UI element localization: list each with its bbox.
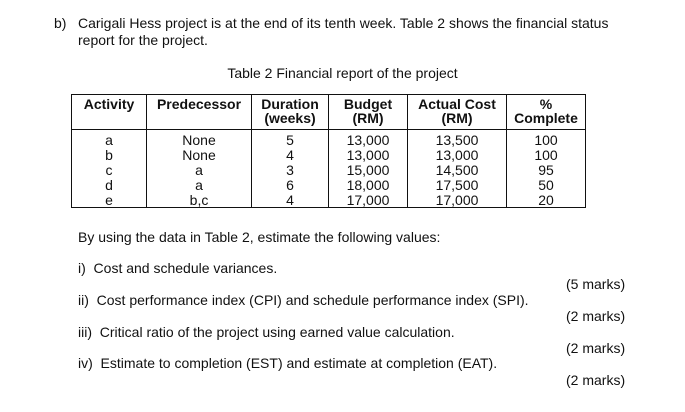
cell-duration: 4 xyxy=(252,192,329,208)
cell-actual-cost: 13,500 xyxy=(408,130,507,148)
question-label: b) xyxy=(54,15,67,31)
header-actual-cost: Actual Cost (RM) xyxy=(408,95,507,130)
task-item-4: iv) Estimate to completion (EST) and estimate at completion (EAT). xyxy=(78,355,498,371)
cell-duration: 4 xyxy=(252,147,329,162)
table-caption: Table 2 Financial report of the project xyxy=(227,65,458,81)
financial-report-table xyxy=(71,94,586,208)
cell-actual-cost: 17,000 xyxy=(408,192,507,208)
cell-actual-cost: 17,500 xyxy=(408,177,507,192)
task-item-1: i) Cost and schedule variances. xyxy=(78,260,278,276)
cell-budget: 15,000 xyxy=(329,162,408,177)
cell-predecessor: b,c xyxy=(147,192,252,208)
cell-percent-complete: 50 xyxy=(507,177,586,192)
cell-activity: b xyxy=(72,147,147,162)
cell-budget: 13,000 xyxy=(329,130,408,148)
cell-activity: d xyxy=(72,177,147,192)
header-budget: Budget (RM) xyxy=(329,95,408,130)
cell-actual-cost: 13,000 xyxy=(408,147,507,162)
task-marks-1: (5 marks) xyxy=(566,276,626,292)
cell-budget: 13,000 xyxy=(329,147,408,162)
task-marks-3: (2 marks) xyxy=(566,340,626,356)
cell-predecessor: None xyxy=(147,130,252,148)
cell-percent-complete: 95 xyxy=(507,162,586,177)
table-row xyxy=(72,130,586,148)
header-activity: Activity xyxy=(72,95,147,130)
cell-duration: 5 xyxy=(252,130,329,148)
cell-activity: c xyxy=(72,162,147,177)
question-line-1: Carigali Hess project is at the end of its tenth week. Table 2 shows the financial status xyxy=(78,15,609,31)
cell-percent-complete: 100 xyxy=(507,130,586,148)
cell-budget: 18,000 xyxy=(329,177,408,192)
cell-activity: e xyxy=(72,192,147,208)
cell-predecessor: a xyxy=(147,177,252,192)
task-item-2: ii) Cost performance index (CPI) and schedule performance index (SPI). xyxy=(78,292,529,308)
question-line-2: report for the project. xyxy=(78,32,208,48)
table-row xyxy=(72,162,586,177)
cell-activity: a xyxy=(72,130,147,148)
cell-predecessor: None xyxy=(147,147,252,162)
cell-actual-cost: 14,500 xyxy=(408,162,507,177)
table-row xyxy=(72,192,586,208)
header-duration: Duration (weeks) xyxy=(252,95,329,130)
instructions-intro: By using the data in Table 2, estimate the following values: xyxy=(78,229,441,245)
header-predecessor: Predecessor xyxy=(147,95,252,130)
cell-predecessor: a xyxy=(147,162,252,177)
table-row xyxy=(72,147,586,162)
task-marks-2: (2 marks) xyxy=(566,308,626,324)
cell-percent-complete: 20 xyxy=(507,192,586,208)
cell-budget: 17,000 xyxy=(329,192,408,208)
table-row xyxy=(72,177,586,192)
table-header-row xyxy=(72,95,586,130)
task-item-3: iii) Critical ratio of the project using earned value calculation. xyxy=(78,324,455,340)
cell-duration: 3 xyxy=(252,162,329,177)
task-marks-4: (2 marks) xyxy=(566,372,626,388)
cell-duration: 6 xyxy=(252,177,329,192)
header-percent-complete: % Complete xyxy=(507,95,586,130)
cell-percent-complete: 100 xyxy=(507,147,586,162)
